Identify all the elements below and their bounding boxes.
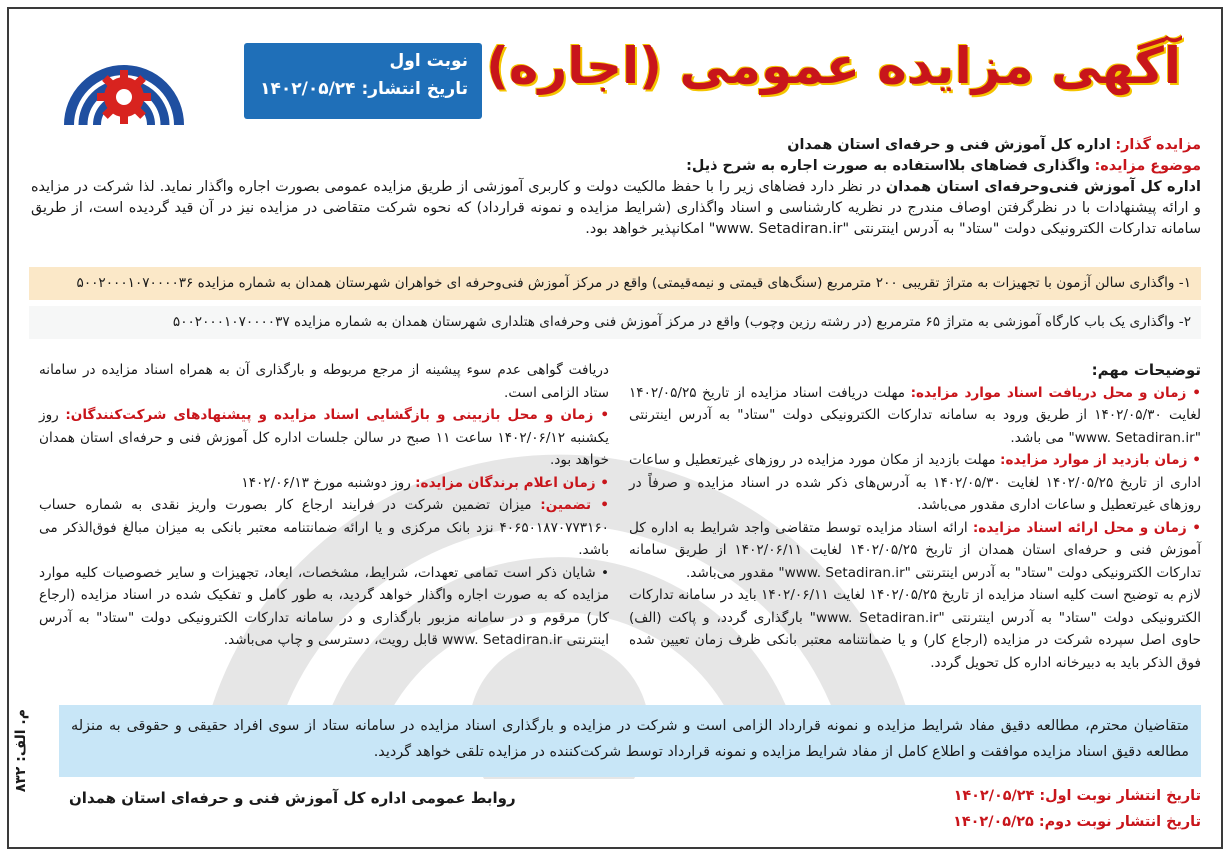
notes-heading: توضیحات مهم: <box>1091 361 1201 379</box>
gear-logo-icon <box>59 37 189 132</box>
note-submission-extra: لازم به توضیح است کلیه اسناد مزایده از تاریخ ۱۴۰۲/۰۵/۲۵ لغایت ۱۴۰۲/۰۶/۱۱ باید در سامانه تدارکات الکترونیکی دولت "ستاد" به آدرس اینترنتی "www. Setadiran.ir" بارگذاری گردد، و پاکت (الف) حاوی اصل سپرده شرکت در مزایده (ارجاع کار) و یا ضمانتنامه معتبر بانکی ظرف زمان تعیین شده فوق الذکر باید به دبیرخانه اداره کل تحویل گردد. <box>629 587 1202 671</box>
publish-date: تاریخ انتشار: ۱۴۰۲/۰۵/۲۴ <box>260 79 468 99</box>
ad-code: م. الف: ۸۳۲ <box>13 709 29 793</box>
subject-label: موضوع مزایده: <box>1094 158 1201 174</box>
note-label: • زمان و محل بازبینی و بازگشایی اسناد مزایده و پیشنهادهای شرکت‌کنندگان: <box>65 407 610 423</box>
note-text: مهلت بازدید از مکان مورد مزایده در روزهای غیرتعطیل و ساعات اداری از تاریخ ۱۴۰۲/۰۵/۲۵ لغایت ۱۴۰۲/۰۵/۳۰ به آدرس‌های ذکر شده در اسناد مزایده و صرفاً در روزهای غیرتعطیل و ساعات اداری مقدور می‌باشد. <box>629 452 1201 513</box>
intro-section <box>31 135 1201 240</box>
note-label: • تضمین: <box>540 497 609 513</box>
page-title: آگهی مزایده عمومی (اجاره) <box>486 37 1181 95</box>
note-label: • زمان بازدید از موارد مزایده: <box>1000 452 1201 468</box>
note-text: روز یکشنبه ۱۴۰۲/۰۶/۱۲ ساعت ۱۱ صبح در سالن جلسات اداره کل آموزش فنی و حرفه‌ای استان همدان خواهد بود. <box>39 407 609 468</box>
note-general: • شایان ذکر است تمامی تعهدات، شرایط، مشخصات، ابعاد، تجهیزات و سایر خصوصیات کلیه موارد مزایده که به صورت اجاره واگذار خواهد گردید، به طور کامل و تفکیک شده در اسناد مزایده (ارجاع کار) مرقوم و در سامانه مزبور بارگذاری و در سامانه تدارکات الکترونیکی دولت "ستاد" به آدرس اینترنتی www. Setadiran.ir قابل رویت، دسترسی و چاپ می‌باشد. <box>39 564 609 648</box>
subject-line <box>31 156 1201 177</box>
note-text: میزان تضمین شرکت در فرایند ارجاع کار بصورت واریز نقدی به شماره حساب ۴۰۶۵۰۱۸۷۰۷۷۳۱۶۰ نزد بانک مرکزی و یا ارائه ضمانتنامه معتبر بانکی به میزان مبالغ فوق‌الذکر می باشد. <box>39 497 609 558</box>
organizer-line <box>31 135 1201 156</box>
list-item: ۱- واگذاری سالن آزمون با تجهیزات به متراژ تقریبی ۲۰۰ مترمربع (سنگ‌های قیمتی و نیمه‌قیمتی) واقع در مرکز آموزش فنی‌وحرفه ای خواهران شهرستان همدان به شماره مزایده ۵۰۰۲۰۰۰۱۰۷۰۰۰۰۳۶ <box>29 267 1201 300</box>
note-text: مهلت دریافت اسناد مزایده از تاریخ ۱۴۰۲/۰۵/۲۵ لغایت ۱۴۰۲/۰۵/۳۰ از طریق ورود به سامانه تدارکات الکترونیکی دولت "ستاد" به آدرس اینترنتی "www. Setadiran.ir" می باشد. <box>629 384 1201 446</box>
note-submission <box>629 517 1201 585</box>
note-text: روز دوشنبه مورخ ۱۴۰۲/۰۶/۱۳ <box>241 474 416 491</box>
auction-items <box>29 267 1201 339</box>
organizer-value: اداره کل آموزش فنی و حرفه‌ای استان همدان <box>787 137 1111 153</box>
note-doc-receipt <box>629 382 1201 450</box>
nobat-label: نوبت اول <box>389 51 468 71</box>
publish-date-second: تاریخ انتشار نوبت دوم: ۱۴۰۲/۰۵/۲۵ <box>953 814 1201 830</box>
note-background-check: دریافت گواهی عدم سوء پیشینه از مرجع مربوطه و بارگذاری آن به همراه اسناد مزایده در سامانه ستاد الزامی است. <box>39 362 609 401</box>
publish-dates <box>953 783 1201 835</box>
note-winners <box>39 472 609 495</box>
organizer-label: مزایده گذار: <box>1115 137 1201 153</box>
intro-org: اداره کل آموزش فنی‌وحرفه‌ای استان همدان <box>885 179 1201 195</box>
intro-text: در نظر دارد فضاهای زیر را با حفظ مالکیت دولت و کاربری آموزشی از طریق مزایده عمومی بصورت اجاره واگذار نماید. لذا شرکت در مزایده و ارائه پیشنهادات با در نظرگرفتن اوصاف مندرج در نظریه کارشناسی و اسناد واگذاری (شرایط مزایده و نمونه قرارداد) که نحوه شرکت متقاضی در مزایده نیز در آن قید گردیده است، از طریق سامانه تدارکات الکترونیکی دولت "ستاد" به آدرس اینترنتی "www. Setadiran.ir" امکانپذیر خواهد بود. <box>31 179 1201 237</box>
note-label: • زمان و محل دریافت اسناد موارد مزایده: <box>910 384 1201 401</box>
publish-info-box <box>244 43 482 119</box>
note-label: • زمان اعلام برندگان مزایده: <box>415 474 609 491</box>
publish-date-first: تاریخ انتشار نوبت اول: ۱۴۰۲/۰۵/۲۴ <box>953 788 1201 804</box>
note-visit <box>629 449 1201 517</box>
note-opening <box>39 404 609 472</box>
intro-paragraph <box>31 177 1201 240</box>
list-item: ۲- واگذاری یک باب کارگاه آموزشی به متراژ ۶۵ مترمربع (در رشته رزین وچوب) واقع در مرکز آموزش فنی وحرفه‌ای هتلداری شهرستان همدان به شماره مزایده ۵۰۰۲۰۰۰۱۰۷۰۰۰۰۳۷ <box>29 306 1201 339</box>
notice-page <box>7 7 1223 849</box>
applicant-notice: متقاضیان محترم، مطالعه دقیق مفاد شرایط مزایده و نمونه قرارداد الزامی است و شرکت در مزایده و بارگذاری اسناد مزایده در سامانه ستاد از سوی افراد حقیقی و حقوقی به منزله مطالعه دقیق اسناد مزایده موافقت و اطلاع کامل از مفاد شرایط مزایده و نمونه قرارداد توسط شرکت‌کننده در مزایده تلقی خواهد گردید. <box>59 705 1201 777</box>
notes-left-column <box>39 359 609 652</box>
subject-value: واگذاری فضاهای بلااستفاده به صورت اجاره به شرح ذیل: <box>686 158 1090 174</box>
signature: روابط عمومی اداره کل آموزش فنی و حرفه‌ای استان همدان <box>69 789 516 807</box>
note-guarantee <box>39 494 609 562</box>
note-text: ارائه اسناد مزایده توسط متقاضی واجد شرایط به اداره کل آموزش فنی و حرفه‌ای استان همدان از تاریخ ۱۴۰۲/۰۵/۲۵ لغایت ۱۴۰۲/۰۶/۱۱ از طریق سامانه تدارکات الکترونیکی دولت "ستاد" به آدرس اینترنتی "www. Setadiran.ir" مقدور می‌باشد. <box>629 519 1201 581</box>
note-label: • زمان و محل ارائه اسناد مزایده: <box>972 519 1201 536</box>
notes-right-column <box>629 359 1201 674</box>
